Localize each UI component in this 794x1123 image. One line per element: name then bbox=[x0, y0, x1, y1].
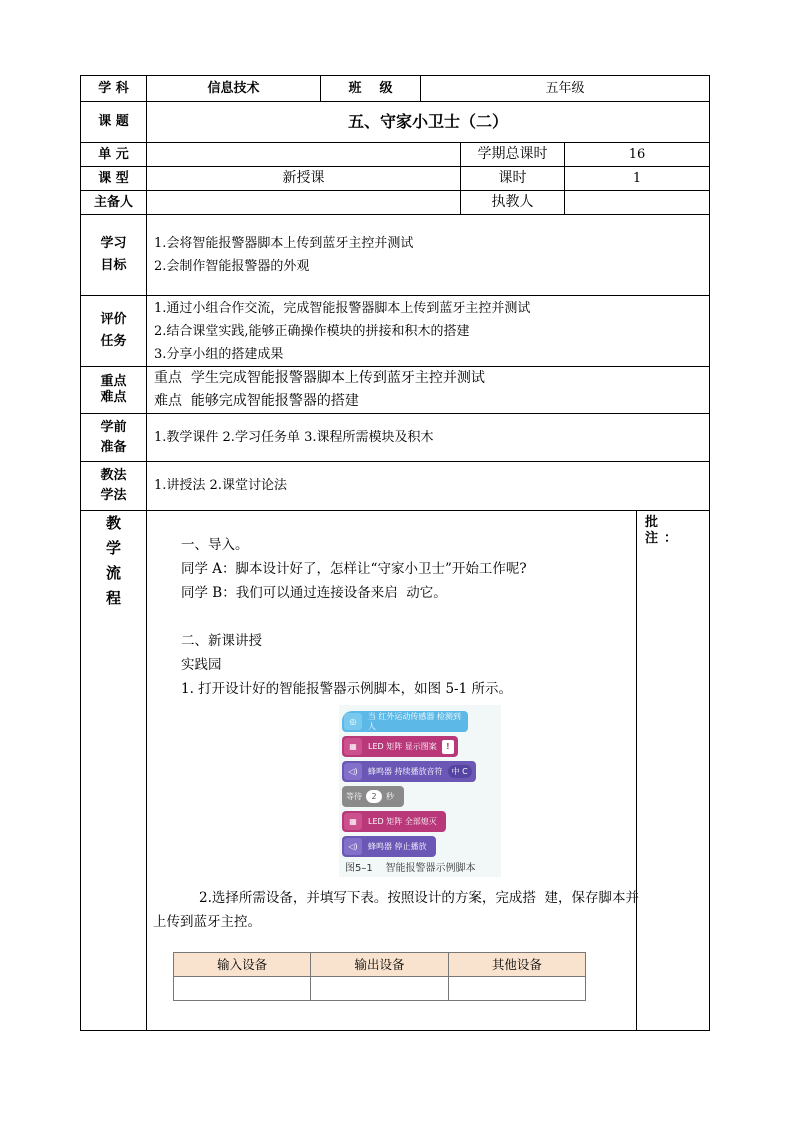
evaluation-label: 评价 任务 bbox=[81, 296, 147, 367]
keypoints-content bbox=[147, 367, 710, 414]
led-matrix-icon: ▦ bbox=[344, 738, 362, 755]
dialog-a: 同学 A：脚本设计好了，怎样让“守家小卫士”开始工作呢? bbox=[181, 561, 527, 577]
step-two-line-2: 上传到蓝牙主控。 bbox=[153, 914, 261, 930]
device-output-cell[interactable] bbox=[311, 977, 448, 1001]
flow-label: 教 学 流 程 bbox=[81, 511, 147, 1031]
lesson-plan-table bbox=[80, 75, 710, 1031]
script-block-wait: 等待 2 秒 bbox=[342, 786, 404, 807]
device-header-other: 其他设备 bbox=[448, 953, 585, 977]
example-script-figure bbox=[339, 705, 501, 877]
class-label: 班 级 bbox=[321, 76, 421, 102]
section-two-title: 二、新课讲授 bbox=[181, 633, 262, 649]
lesson-plan-sheet bbox=[80, 75, 709, 1031]
preparer-value bbox=[147, 191, 461, 215]
keypoints-label: 重点 难点 bbox=[81, 367, 147, 414]
evaluation-item: 3.分享小组的搭建成果 bbox=[154, 346, 284, 362]
led-matrix-icon: ▦ bbox=[344, 813, 362, 830]
methods-label: 教法 学法 bbox=[81, 462, 147, 511]
type-value: 新授课 bbox=[147, 167, 461, 191]
script-block-buzzer-stop: ◁) 蜂鸣器 停止播放 bbox=[342, 836, 436, 857]
unit-label: 单 元 bbox=[81, 143, 147, 167]
teacher-label: 执教人 bbox=[461, 191, 565, 215]
script-block-buzzer-play: ◁) 蜂鸣器 持续播放音符 中 C bbox=[342, 761, 476, 782]
keypoint-item: 难点 能够完成智能报警器的搭建 bbox=[154, 393, 359, 409]
sensor-icon: ◎ bbox=[344, 713, 362, 730]
device-table bbox=[173, 952, 586, 1001]
step-one: 1. 打开设计好的智能报警器示例脚本，如图 5-1 所示。 bbox=[181, 681, 512, 697]
speaker-icon: ◁) bbox=[344, 763, 362, 780]
flow-content bbox=[147, 511, 637, 1031]
total-hours-value: 16 bbox=[565, 143, 710, 167]
subject-value: 信息技术 bbox=[147, 76, 321, 102]
keypoint-item: 重点 学生完成智能报警器脚本上传到蓝牙主控并测试 bbox=[154, 370, 485, 386]
prep-label: 学前 准备 bbox=[81, 414, 147, 462]
topic-value: 五、守家小卫士（二） bbox=[147, 102, 710, 143]
speaker-icon: ◁) bbox=[344, 838, 362, 855]
annotation-column: 批 注： bbox=[637, 511, 710, 1031]
device-header-input: 输入设备 bbox=[174, 953, 311, 977]
wait-value: 2 bbox=[366, 790, 382, 803]
intro-title: 一、导入。 bbox=[181, 537, 249, 553]
step-two-line-1: 2.选择所需设备，并填写下表。按照设计的方案，完成搭 建，保存脚本并 bbox=[199, 890, 639, 906]
script-block-led-show: ▦ LED 矩阵 显示图案 ! bbox=[342, 736, 458, 757]
script-block-led-off: ▦ LED 矩阵 全部熄灭 bbox=[342, 811, 446, 832]
figure-caption: 图5–1 智能报警器示例脚本 bbox=[345, 863, 476, 874]
script-block-trigger: ◎ 当 红外运动传感器 检测到人 bbox=[342, 711, 468, 732]
subject-label: 学 科 bbox=[81, 76, 147, 102]
prep-content: 1.教学课件 2.学习任务单 3.课程所需模块及积木 bbox=[147, 414, 710, 462]
hours-value: 1 bbox=[565, 167, 710, 191]
goal-item: 2.会制作智能报警器的外观 bbox=[154, 259, 310, 274]
class-value: 五年级 bbox=[421, 76, 710, 102]
practice-title: 实践园 bbox=[181, 657, 222, 673]
device-other-cell[interactable] bbox=[448, 977, 585, 1001]
device-input-cell[interactable] bbox=[174, 977, 311, 1001]
dialog-b: 同学 B：我们可以通过连接设备来启 动它。 bbox=[181, 585, 447, 601]
topic-label: 课 题 bbox=[81, 102, 147, 143]
unit-value bbox=[147, 143, 461, 167]
methods-content: 1.讲授法 2.课堂讨论法 bbox=[147, 462, 710, 511]
pattern-value: ! bbox=[442, 740, 454, 754]
preparer-label: 主备人 bbox=[81, 191, 147, 215]
goals-label: 学习 目标 bbox=[81, 215, 147, 296]
device-header-output: 输出设备 bbox=[311, 953, 448, 977]
goals-content bbox=[147, 215, 710, 296]
goal-item: 1.会将智能报警器脚本上传到蓝牙主控并测试 bbox=[154, 236, 414, 251]
hours-label: 课时 bbox=[461, 167, 565, 191]
teacher-value bbox=[565, 191, 710, 215]
evaluation-item: 1.通过小组合作交流，完成智能报警器脚本上传到蓝牙主控并测试 bbox=[154, 300, 531, 316]
evaluation-content bbox=[147, 296, 710, 367]
type-label: 课 型 bbox=[81, 167, 147, 191]
note-value: 中 C bbox=[448, 765, 472, 779]
total-hours-label: 学期总课时 bbox=[461, 143, 565, 167]
evaluation-item: 2.结合课堂实践,能够正确操作模块的拼接和积木的搭建 bbox=[154, 323, 470, 339]
